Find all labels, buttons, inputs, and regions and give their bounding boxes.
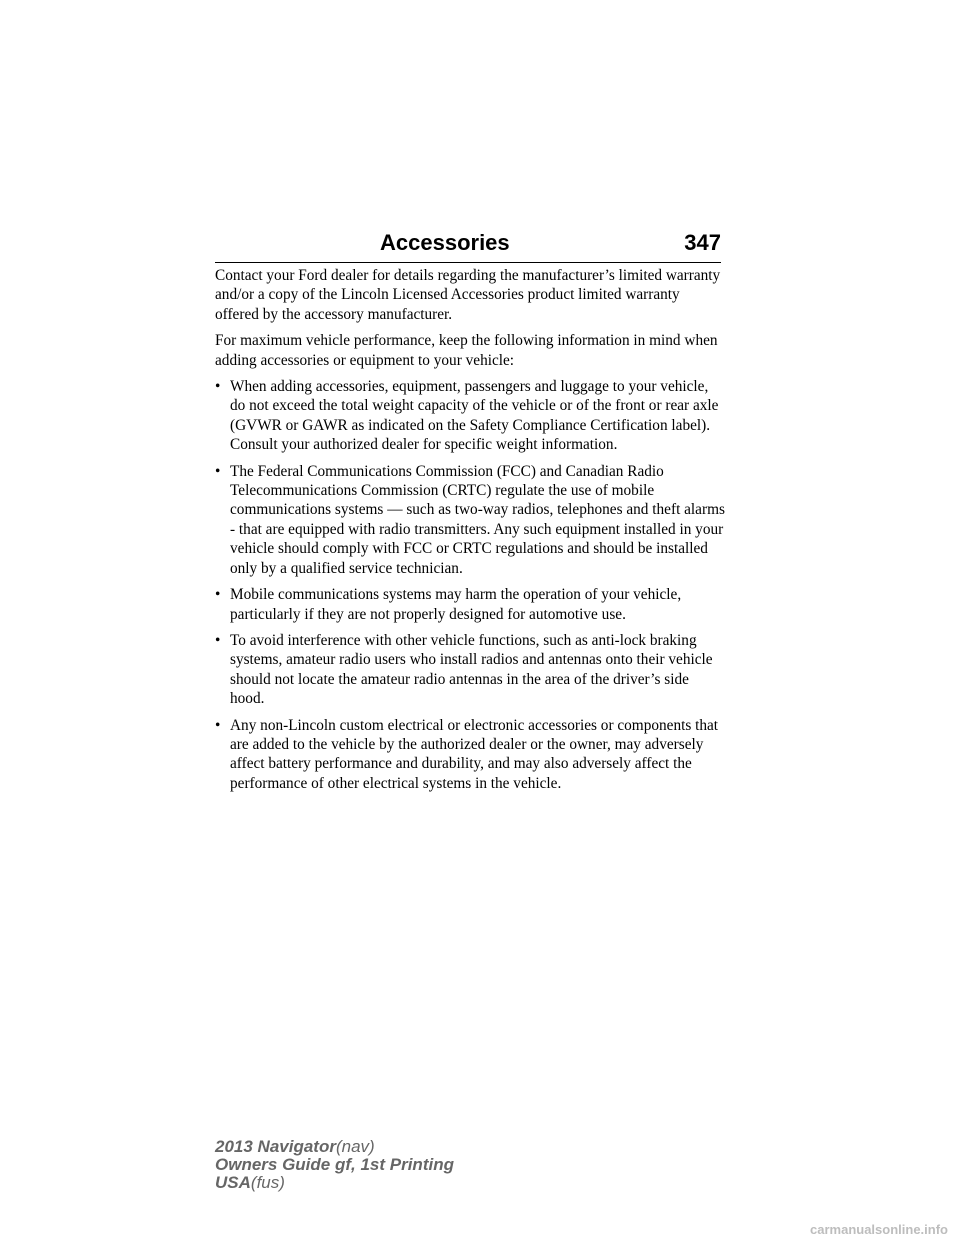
list-item-text: Mobile communications systems may harm the operation of your vehicle, particularly if they are not properly designed for automotive use. (230, 586, 682, 623)
paragraph-warranty: Contact your Ford dealer for details regarding the manufacturer’s limited warranty and/or a copy of the Lincoln Licensed Accessories product limited warranty offered by the accessory manufacturer. (215, 267, 721, 323)
list-item-text: Any non-Lincoln custom electrical or electronic accessories or components that are added to the vehicle by the authorized dealer or the owner, may adversely affect battery performance and durability, and may also adversely affect the performance of other electrical systems in the vehicle. (230, 716, 719, 792)
footer-line-model (215, 1138, 454, 1156)
list-item-text: To avoid interference with other vehicle functions, such as anti-lock braking systems, amateur radio users who install radios and antennas onto their vehicle should not locate the amateur radio antennas in the area of the driver’s side hood. (230, 631, 713, 708)
list-item-text: When adding accessories, equipment, passengers and luggage to your vehicle, do not exceed the total weight capacity of the vehicle or of the front or rear axle (GVWR or GAWR as indicated on the Safety Compliance Certification label). Consult your authorized dealer for specific weight information. (230, 378, 719, 454)
list-item (215, 377, 725, 455)
page-number: 347 (684, 230, 721, 255)
footer-model-name: 2013 Navigator (215, 1137, 336, 1156)
section-title: Accessories (380, 230, 510, 255)
list-item (215, 585, 725, 624)
footer-guide-name: Owners Guide gf, 1st Printing (215, 1155, 454, 1174)
bullet-icon: • (215, 378, 221, 396)
body-text (215, 266, 725, 800)
bullet-icon: • (215, 631, 221, 649)
footer-market-name: USA (215, 1173, 251, 1192)
bullet-icon: • (215, 586, 221, 604)
list-item (215, 716, 725, 794)
list-item (215, 462, 725, 578)
footer-line-market (215, 1174, 454, 1192)
paragraph-performance: For maximum vehicle performance, keep the following information in mind when adding accessories or equipment to your vehicle: (215, 332, 718, 369)
watermark-text: carmanualsonline.info (810, 1222, 948, 1237)
page-footer (215, 1138, 454, 1192)
bullet-icon: • (215, 462, 221, 480)
bullet-list (215, 377, 725, 793)
list-item (215, 631, 725, 709)
list-item-text: The Federal Communications Commission (FCC) and Canadian Radio Telecommunications Commission (CRTC) regulate the use of mobile communications systems — such as two-way radios, telephones and theft alarms - that are equipped with radio transmitters. Any such equipment installed in your vehicle should comply with FCC or CRTC regulations and should be installed only by a qualified service technician. (230, 462, 725, 577)
footer-line-guide (215, 1156, 454, 1174)
bullet-icon: • (215, 716, 221, 734)
footer-market-code: (fus) (250, 1173, 285, 1192)
footer-model-code: (nav) (335, 1137, 375, 1156)
page-header (215, 228, 721, 263)
